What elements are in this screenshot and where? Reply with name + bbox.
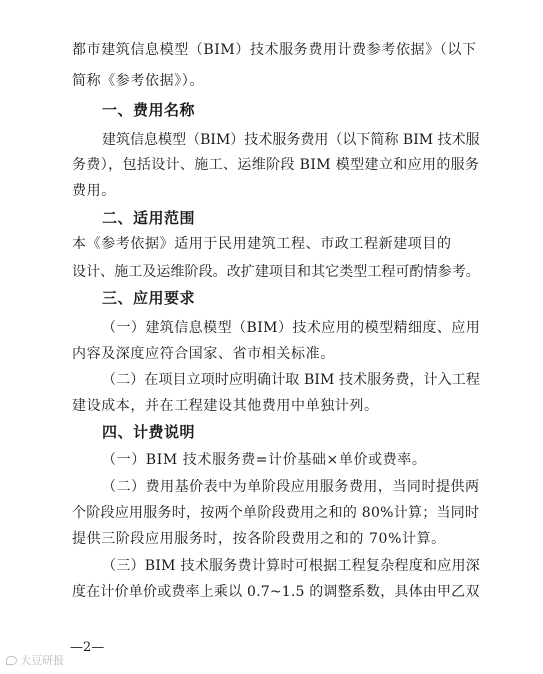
body-line: 建筑信息模型（BIM）技术服务费用（以下简称 BIM 技术服: [102, 132, 480, 148]
body-line: （三）BIM 技术服务费计算时可根据工程复杂程度和应用深: [102, 558, 481, 574]
section-heading: 二、适用范围: [102, 209, 196, 227]
body-line: 都市建筑信息模型（BIM）技术服务费用计费参考依据》（以下: [72, 42, 477, 58]
body-line: 设计、施工及运维阶段。改扩建项目和其它类型工程可酌情参考。: [72, 264, 480, 280]
body-line: 度在计价单价或费率上乘以 0.7~1.5 的调整系数，具体由甲乙双: [72, 584, 480, 600]
body-line: 建设成本，并在工程建设其他费用中单独计列。: [72, 398, 379, 414]
watermark: [6, 652, 64, 668]
page-number: —2—: [70, 640, 105, 655]
body-line: 提供三阶段应用服务时，按各阶段费用之和的 70%计算。: [72, 531, 446, 547]
body-line: 内容及深度应符合国家、省市相关标准。: [72, 346, 335, 362]
section-heading: 四、计费说明: [102, 423, 196, 441]
body-line: （二）费用基价表中为单阶段应用服务费用，当同时提供两: [102, 479, 480, 495]
section-heading: 三、应用要求: [102, 289, 196, 307]
watermark-text: 大豆研报: [20, 654, 64, 667]
body-line: （一）BIM 技术服务费=计价基础×单价或费率。: [102, 452, 427, 468]
body-line: 简称《参考依据》）。: [72, 73, 204, 89]
body-line: 费用。: [72, 183, 116, 199]
body-line: （二）在项目立项时应明确计取 BIM 技术服务费，计入工程: [102, 372, 480, 388]
body-line: 个阶段应用服务时，按两个单阶段费用之和的 80%计算；当同时: [72, 505, 480, 521]
body-line: 本《参考依据》适用于民用建筑工程、市政工程新建项目的: [72, 236, 452, 252]
section-heading: 一、费用名称: [102, 101, 196, 119]
body-line: 务费），包括设计、施工、运维阶段 BIM 模型建立和应用的服务: [72, 157, 480, 173]
chat-bubble-icon: [6, 656, 17, 665]
body-line: （一）建筑信息模型（BIM）技术应用的模型精细度、应用: [102, 320, 481, 336]
